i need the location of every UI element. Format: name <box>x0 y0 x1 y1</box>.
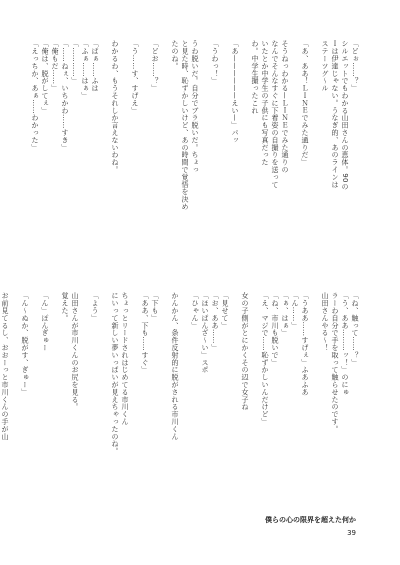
text-line <box>10 292 20 517</box>
text-line: 山田さんが市川くんのお尻を見る。 <box>71 292 79 411</box>
text-line: かんかん、条件反射的に脱がされる市川くん <box>171 292 179 440</box>
text-line: 「俺もだ……」 <box>51 40 59 92</box>
text-line: ちょっとリードされはじめてる市川くん <box>121 292 129 426</box>
text-line: 「ね、触って……？」 <box>351 292 359 366</box>
text-line: 覚えた。 <box>61 292 69 322</box>
text-line: うわ脱いだ。自分でブラ脱いだ。ちょっ <box>191 40 199 174</box>
text-line: そうねっわかる—ＬＩＮＥでみた通りの <box>281 40 289 174</box>
page-number: 39 <box>347 529 356 537</box>
text-block-bottom <box>0 292 360 517</box>
text-line: 「ぱぁ……ふは <box>91 40 99 92</box>
text-line <box>160 292 170 517</box>
text-line <box>200 40 210 265</box>
text-line: 「ひゃん」 <box>191 292 199 329</box>
text-block-top <box>30 40 360 265</box>
text-line: わ。中学生撮ったこれ <box>251 40 259 114</box>
text-line: なんでそんなすぐに下着姿の自撮りを送って <box>271 40 279 188</box>
text-line: 「……ねぇ、いちかわ……すき」 <box>61 40 69 151</box>
text-line: 「俺は、脱がしてぇ」 <box>41 40 49 114</box>
text-line: シルエットでもわかる山田さんの恵体。90の <box>341 40 349 191</box>
text-line: 「え、マジで……恥ずかしいんだけど」 <box>261 292 269 426</box>
text-line: 「ああ、下も……すぐ」 <box>141 292 149 374</box>
running-title: 僕らの心の限界を超えた何か <box>265 516 356 524</box>
text-line: ステーツグ〜ル <box>321 40 329 92</box>
text-line: 「ん」ぽんぎゅー <box>41 292 49 352</box>
text-line: 「う……す、すげえ」 <box>131 40 139 114</box>
text-line <box>240 40 250 265</box>
text-line: 「あ、ああ！ＬＩＮＥでみた通りだ」 <box>301 40 309 166</box>
text-line <box>50 292 60 517</box>
text-line: 「ん〜ぬか、脱がす、ぎゅー」 <box>21 292 29 396</box>
text-line: 「えっちか、あぁ……わかった」 <box>31 40 39 151</box>
text-line <box>250 292 260 517</box>
text-line: 「お、ああ……」 <box>211 292 219 352</box>
text-line: いたとか中学生の子供にも写真だった <box>261 40 269 166</box>
text-line: 「ほいぱんざ〜い」スポ <box>201 292 209 374</box>
text-line: お前見てるし、おおーっと市川くんの手が山 <box>1 292 9 440</box>
text-line: 「ね、市川も脱いで」 <box>271 292 279 366</box>
text-line <box>310 292 320 517</box>
text-line: わかるわ、もうそれしか言えないわね。 <box>111 40 119 174</box>
text-line <box>80 292 90 517</box>
text-line: と見た時、恥ずかしいけど、あの時間で覚悟を決め <box>181 40 189 211</box>
text-line <box>130 292 140 517</box>
text-line: にいって新しい夢いっぱいが見えちゃったのね。 <box>111 292 119 455</box>
text-line: たのね。 <box>171 40 179 70</box>
text-line <box>100 292 110 517</box>
text-line: 「ん……」 <box>291 292 299 329</box>
text-line: 「ふぁ……はぁ」 <box>81 40 89 100</box>
text-line <box>120 40 130 265</box>
text-line <box>310 40 320 265</box>
text-line: 「…………」 <box>71 40 79 85</box>
text-line: 「どお……？」 <box>151 40 159 92</box>
text-line: Ｉは伊達じゃない。うなぎ的、あのラインは <box>331 40 339 188</box>
text-line: 「うああ……すげぇ」ふあふあ <box>301 292 309 396</box>
text-line: 「あ——————えい—」パッ <box>231 40 239 144</box>
text-line <box>100 40 110 265</box>
text-line <box>160 40 170 265</box>
text-line: 「よう」 <box>91 292 99 322</box>
text-line: 「ぁ、はぁ」 <box>281 292 289 337</box>
text-line: 「どぉ……？」 <box>351 40 359 92</box>
text-line <box>30 292 40 517</box>
text-line: 「う、ああ………ッ！」のにゅ <box>341 292 349 396</box>
text-line: ラーわ自分で手を取って触らせたのです。 <box>331 292 339 433</box>
text-line <box>140 40 150 265</box>
text-line: 「下も」 <box>151 292 159 322</box>
text-line: 山田さんやる〜！ <box>321 292 329 352</box>
text-line <box>180 292 190 517</box>
text-line <box>290 40 300 265</box>
text-line: 女の子側がとにかくその辺で女子ね <box>241 292 249 411</box>
text-line: 「うわっ！」 <box>211 40 219 85</box>
text-line <box>220 40 230 265</box>
text-line <box>230 292 240 517</box>
text-line: 「見せて」 <box>221 292 229 329</box>
